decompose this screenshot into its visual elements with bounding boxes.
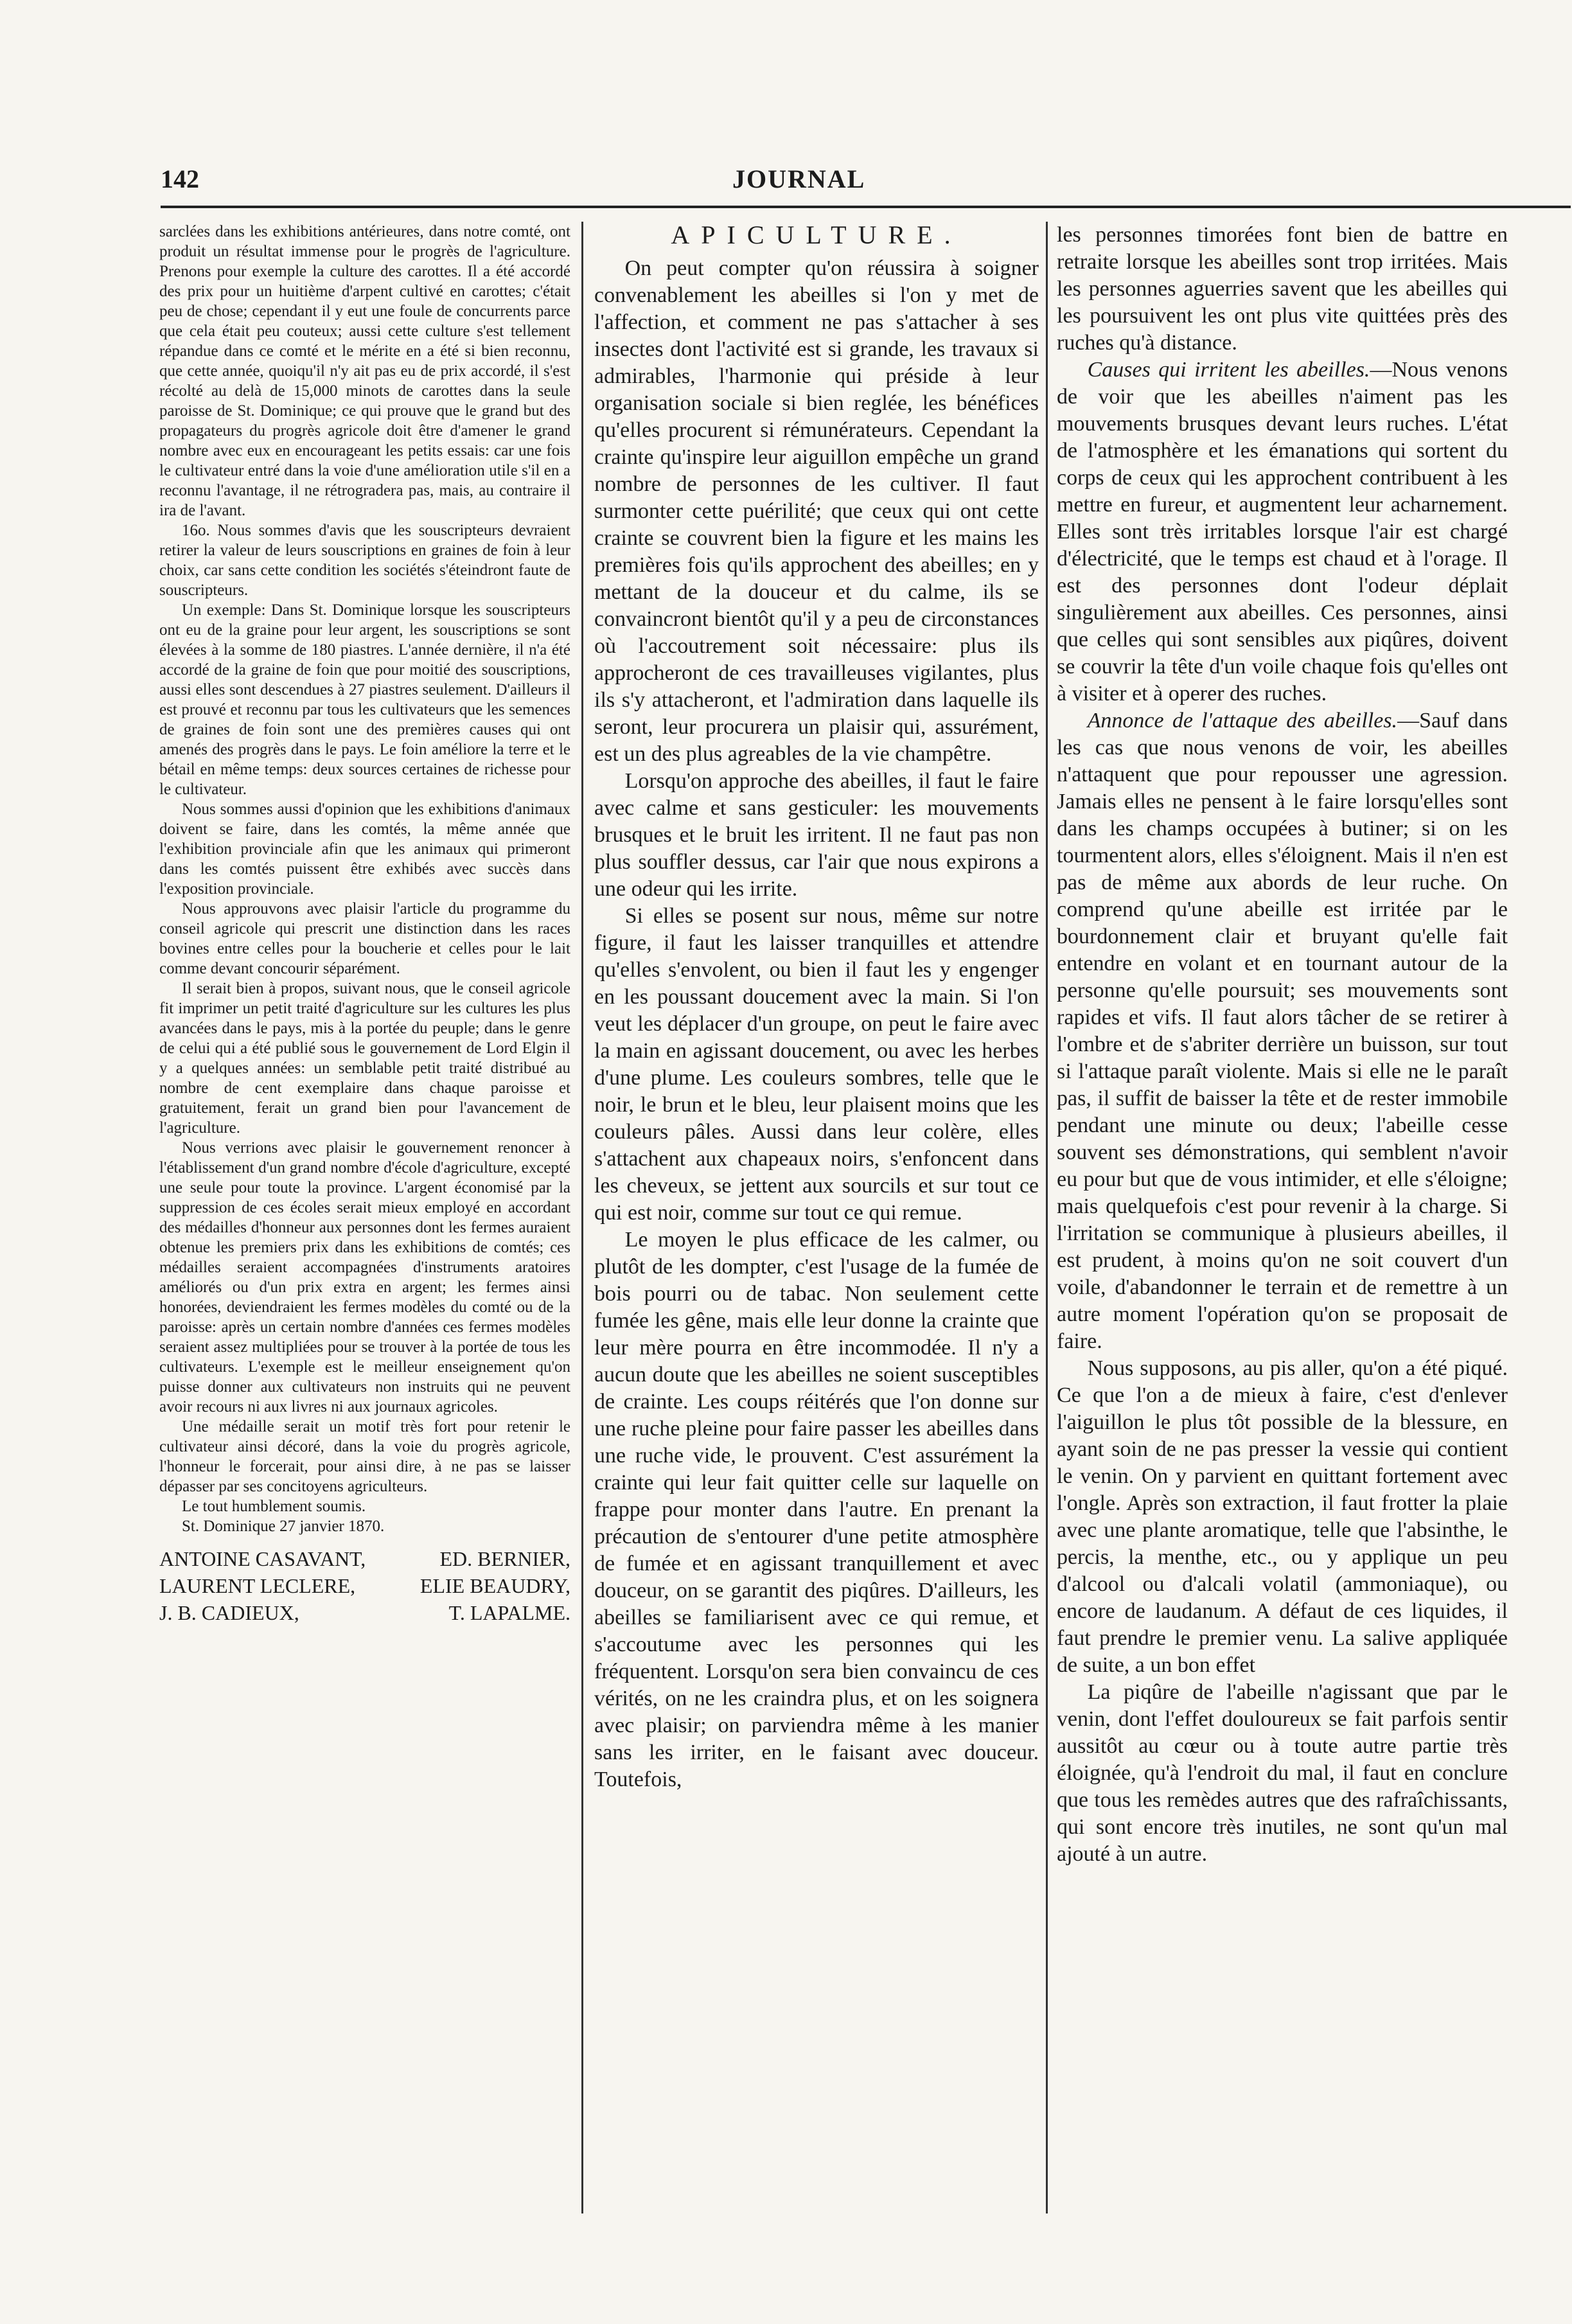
running-title: JOURNAL <box>732 164 866 193</box>
col3-paragraph-4: Nous supposons, au pis aller, qu'on a été piqué. Ce que l'on a de mieux à faire, c'est d'enlever l'aiguillon le plus tôt possible de la blessure, en ayant soin de ne pas presser la vessie qui contient le venin. On y parvient en quittant fortement avec l'ongle. Après son extraction, il faut frotter la plaie avec une plante aromatique, telle que l'absinthe, le percis, la menthe, etc., ou y applique un peu d'alcool ou d'alcali volatil (ammoniaque), ou encore de laudanum. A défaut de ces liquides, il faut prendre le premier venu. La salive appliquée de suite, a un bon effet <box>1057 1356 1508 1677</box>
col1-paragraph-6: Il serait bien à propos, suivant nous, que le conseil agricole fit imprimer un petit traité d'agriculture sur les cultures les plus avancées dans le pays, mis à la portée du peuple; dans le genre de celui qui a été publié sous le gouvernement de Lord Elgin il y a quelques années: un semblable petit traité distribué au nombre de cent exemplaire dans chaque paroisse et gratuitement, ferait un grand bien pour l'avancement de l'agriculture. <box>159 980 570 1137</box>
column-middle <box>594 222 1039 2246</box>
col3-paragraph-1: les personnes timorées font bien de battre en retraite lorsque les abeilles sont trop irritées. Mais les personnes aguerries savent que les abeilles qui les poursuivent les ont plus vite quittées près des ruches qu'à distance. <box>1057 223 1508 355</box>
dateline: St. Dominique 27 janvier 1870. <box>182 1518 385 1535</box>
col1-paragraph-1: sarclées dans les exhibitions antérieures, dans notre comté, ont produit un résultat immense pour le progrès de l'agriculture. Prenons pour exemple la culture des carottes. Il a été accordé des prix pour un huitième d'arpent cultivé en carottes; c'était peu de chose; cependant il y eut une foule de concurrents parce que cela était peu couteux; aussi cette culture s'est tellement répandue dans ce comté et le mérite en a été si bien reconnu, que cette année, quoiqu'il n'y ait pas eu de prix accordé, il s'est récolté au delà de 15,000 minots de carottes dans la seule paroisse de St. Dominique; ce qui prouve que le grand but des propagateurs du progrès agricole doit être d'amener le grand nombre avec eux en encourageant les petits essais: car une fois le cultivateur entré dans la voie d'une amélioration utile s'il en a reconnu l'avantage, il ne rétrogradera pas, mais, au contraire il ira de l'avant. <box>159 223 570 519</box>
paragraph-text: —Sauf dans les cas que nous venons de voir, les abeilles n'attaquent que pour repousser une agression. Jamais elles ne pensent à le faire lorsqu'elles sont dans les champs occupées à butiner; si on les tourmentent alors, elles s'éloignent. Mais il n'en est pas de même aux abords de leur ruche. On comprend qu'une abeille est irritée par le bourdonnement clair et bruyant qu'elle fait entendre en volant et en tournant autour de la personne qu'elle poursuit; ses mouvements sont rapides et vifs. Il faut alors tâcher de se retirer à l'ombre et de s'abriter derrière un buisson, sur tout si l'attaque paraît violente. Mais si elle ne le paraît pas, il suffit de baisser la tête et de rester immobile pendant une minute ou deux; l'abeille cesse souvent ses démonstrations, qui semblent n'avoir eu pour but que de vous intimider, et elle s'éloigne; mais quelquefois c'est pour revenir à la charge. Si l'irritation se communique à plusieurs abeilles, il est prudent, à moins qu'on ne soit couvert d'un voile, d'abandonner le terrain et de remettre à un autre moment l'opération qu'on se proposait de faire. <box>1057 709 1508 1353</box>
signature-row <box>159 1599 570 1626</box>
signature-name: T. LAPALME. <box>448 1601 570 1624</box>
signature-row <box>159 1545 570 1572</box>
col2-paragraph-1: On peut compter qu'on réussira à soigner convenablement les abeilles si l'on y met de l'affection, et comment ne pas s'attacher à ses insectes dont l'activité est si grande, les travaux si admirables, l'harmonie qui préside à leur organisation sociale si bien reglée, les bénéfices qu'elles procurent si rémunérateurs. Cependant la crainte qu'inspire leur aiguillon empêche un grand nombre de personnes de les cultiver. Il faut surmonter cette puérilité; que ceux qui ont cette crainte se couvrent bien la figure et les mains les premières fois qu'ils approchent des abeilles; en y mettant de la douceur et du calme, ils se convaincront bientôt qu'il y a peu de circonstances où l'accoutrement soit nécessaire: plus ils approcheront de ces travailleuses vigilantes, plus ils s'y attacheront, et l'admiration dans laquelle ils seront, leur procurera un plaisir qui, assurément, est un des plus agreables de la vie champêtre. <box>594 256 1039 766</box>
column-right <box>1057 222 1508 2246</box>
col1-paragraph-8: Une médaille serait un motif très fort pour retenir le cultivateur ainsi décoré, dans la voie du progrès agricole, l'honneur le forcerait, pour ainsi dire, à ne pas se laisser dépasser par ses concitoyens agriculteurs. <box>159 1418 570 1495</box>
col1-paragraph-2: 16o. Nous sommes d'avis que les souscripteurs devraient retirer la valeur de leurs souscriptions en graines de foin à leur choix, car sans cette condition les sociétés s'éteindront faute de souscripteurs. <box>159 522 570 599</box>
subheading: Causes qui irritent les abeilles. <box>1087 358 1370 382</box>
signature-name: LAURENT LECLERE, <box>159 1574 356 1597</box>
col3-paragraph-5: La piqûre de l'abeille n'agissant que par le venin, dont l'effet douloureux se fait parfois sentir aussitôt au cœur ou à toute autre partie très éloignée, qu'à l'endroit du mal, il faut en conclure que tous les remèdes autres que des rafraîchissants, qui sont encore très inutiles, ne sont qu'un mal ajouté à un autre. <box>1057 1680 1508 1866</box>
col2-paragraph-3: Si elles se posent sur nous, même sur notre figure, il faut les laisser tranquilles et attendre qu'elles s'envolent, ou bien il faut les y engenger en les poussant doucement avec la main. Si l'on veut les déplacer d'un groupe, on peut le faire avec la main en agissant doucement, ou avec les herbes d'une plume. Les couleurs sombres, telle que le noir, le brun et le bleu, leur plaisent moins que les couleurs pâles. Aussi dans leur colère, elles s'attachent aux chapeaux noirs, s'enfoncent dans les cheveux, se jettent aux sourcils et sur tout ce qui est noir, comme sur tout ce qui remue. <box>594 904 1039 1225</box>
signature-name: ELIE BEAUDRY, <box>419 1574 570 1597</box>
signature-name: ANTOINE CASAVANT, <box>159 1547 366 1570</box>
header-rule <box>161 206 1571 208</box>
col3-paragraph-3 <box>1057 707 1508 1355</box>
col1-paragraph-3: Un exemple: Dans St. Dominique lorsque les souscripteurs ont eu de la graine pour leur argent, les souscriptions se sont élevées à la somme de 180 piastres. L'année dernière, il n'a été accordé de la graine de foin que pour moitié des souscriptions, aussi elles sont descendues à 27 piastres seulement. D'ailleurs il est prouvé et reconnu par tous les cultivateurs que les semences de graines de foin sont une des premières causes qui ont amenés des progrès dans le pays. Le foin améliore la terre et le bétail en même temps: deux sources certaines de richesse pour le cultivateur. <box>159 601 570 798</box>
signature-row <box>159 1572 570 1599</box>
col3-paragraph-2 <box>1057 357 1508 707</box>
column-separator-left <box>581 222 583 2213</box>
signature-name: ED. BERNIER, <box>439 1547 570 1570</box>
section-title: APICULTURE. <box>671 222 962 249</box>
column-left <box>159 222 570 2246</box>
col2-paragraph-2: Lorsqu'on approche des abeilles, il faut le faire avec calme et sans gesticuler: les mouvements brusques et le bruit les irritent. Il ne faut pas non plus souffler dessus, car l'air que nous expirons a une odeur qui les irrite. <box>594 769 1039 901</box>
paragraph-text: —Nous venons de voir que les abeilles n'aiment pas les mouvements brusques devant leurs ruches. L'état de l'atmosphère et les émanations qui sortent du corps de ceux qui les approchent contribuent à les mettre en fureur, et augmentent leur acharnement. Elles sont très irritables lorsque l'air est chargé d'électricité, que le temps est chaud et à l'orage. Il est des personnes dont l'odeur déplait singulièrement aux abeilles. Ces personnes, ainsi que celles qui sont sensibles aux piqûres, doivent se couvrir la tête d'un voile chaque fois qu'elles ont à visiter et à operer des ruches. <box>1057 358 1508 705</box>
closing-line: Le tout humblement soumis. <box>182 1498 366 1515</box>
col1-paragraph-7: Nous verrions avec plaisir le gouvernement renoncer à l'établissement d'un grand nombre d'école d'agriculture, excepté une seule pour toute la province. L'argent économisé par la suppression de ces écoles serait mieux employé en accordant des médailles d'honneur aux personnes dont les fermes auraient obtenue les premiers prix dans les exhibitions de comtés; ces médailles seraient accompagnées d'instruments aratoires améliorés ou d'un prix extra en argent; les fermes ainsi honorées, deviendraient les fermes modèles du comté ou de la paroisse: après un certain nombre d'années ces fermes modèles seraient assez multipliées pour se trouver à la portée de tous les cultivateurs. L'exemple est le meilleur enseignement qu'on puisse donner aux cultivateurs non instruits qui ne peuvent avoir recours ni aux livres ni aux journaux agricoles. <box>159 1139 570 1415</box>
signature-name: J. B. CADIEUX, <box>159 1601 299 1624</box>
col2-paragraph-4: Le moyen le plus efficace de les calmer, ou plutôt de les dompter, c'est l'usage de la fumée de bois pourri ou de tabac. Non seulement cette fumée les gêne, mais elle leur donne la crainte que leur mère pourra en être incommodée. Il n'y a aucun doute que les abeilles ne soient susceptibles de crainte. Les coups réitérés que l'on donne sur une ruche pleine pour faire passer les abeilles dans une ruche vide, le prouvent. C'est assurément la crainte qui leur fait quitter celle sur laquelle on frappe pour monter dans l'autre. En prenant la précaution de s'entourer d'une petite atmosphère de fumée et en agissant tranquillement et avec douceur, on se garantit des piqûres. D'ailleurs, les abeilles se familiarisent avec ce qui remue, et s'accoutume avec les personnes qui les fréquentent. Lorsqu'on sera bien convaincu de ces vérités, on ne les craindra plus, et on les soignera avec plaisir; on parviendra même à les manier sans les irriter, en le faisant avec douceur. Toutefois, <box>594 1228 1039 1791</box>
subheading: Annonce de l'attaque des abeilles. <box>1087 709 1398 732</box>
col1-paragraph-5: Nous approuvons avec plaisir l'article du programme du conseil agricole qui prescrit une distinction dans les races bovines entre celles pour la boucherie et celles pour le lait comme devant concourir séparément. <box>159 900 570 977</box>
column-separator-right <box>1046 222 1048 2213</box>
col1-paragraph-4: Nous sommes aussi d'opinion que les exhibitions d'animaux doivent se faire, dans les comtés, la même année que l'exhibition provinciale afin que les animaux qui primeront dans les comtés puissent être exhibés avec succès dans l'exposition provinciale. <box>159 801 570 898</box>
page-header <box>161 164 1571 202</box>
signatures <box>159 1545 570 1626</box>
page-number: 142 <box>161 164 199 193</box>
